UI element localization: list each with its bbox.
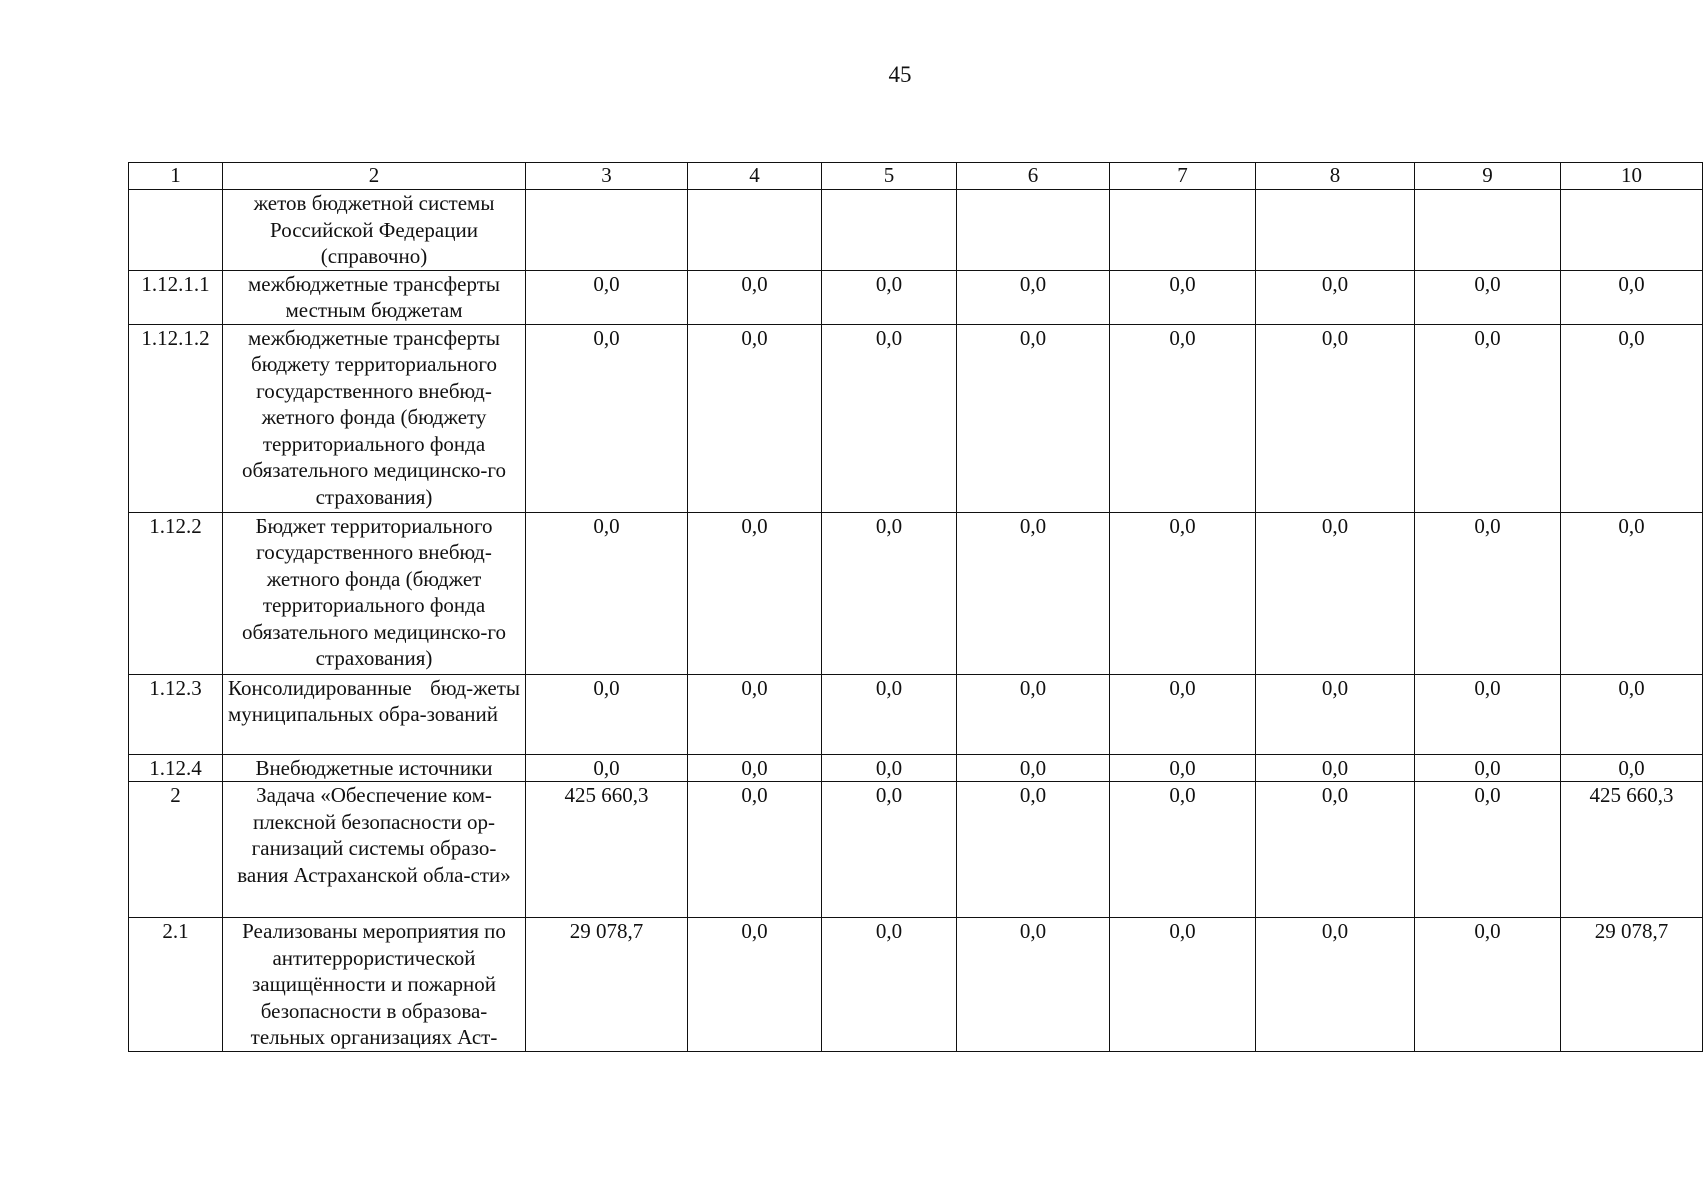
row-value: 0,0 [1561, 674, 1703, 754]
table-row [129, 918, 1703, 1052]
row-value: 0,0 [1561, 512, 1703, 674]
row-value: 0,0 [1415, 754, 1561, 782]
row-name: жетов бюджетной системы Российской Федерации (справочно) [223, 190, 526, 271]
row-value: 0,0 [822, 674, 957, 754]
row-value: 0,0 [1415, 270, 1561, 324]
table-row [129, 270, 1703, 324]
row-value: 0,0 [1256, 674, 1415, 754]
row-value: 0,0 [688, 918, 822, 1052]
column-header: 6 [957, 163, 1110, 190]
row-value: 0,0 [1110, 324, 1256, 512]
row-value: 0,0 [1110, 782, 1256, 918]
row-value: 0,0 [1256, 512, 1415, 674]
row-value: 0,0 [1256, 782, 1415, 918]
column-header: 4 [688, 163, 822, 190]
row-name: Задача «Обеспечение ком-плексной безопасности ор-ганизаций системы образо-вания Астраханской обла-сти» [223, 782, 526, 918]
row-value: 0,0 [1110, 674, 1256, 754]
row-value: 0,0 [957, 270, 1110, 324]
row-value [1561, 190, 1703, 271]
row-value: 0,0 [1415, 512, 1561, 674]
table-row [129, 190, 1703, 271]
row-code: 1.12.4 [129, 754, 223, 782]
row-name: Бюджет территориального государственного внебюд-жетного фонда (бюджет территориального фонда обязательного медицинско-го страхования) [223, 512, 526, 674]
row-value: 0,0 [957, 918, 1110, 1052]
row-value: 0,0 [688, 754, 822, 782]
row-value: 0,0 [1110, 918, 1256, 1052]
row-name: межбюджетные трансферты местным бюджетам [223, 270, 526, 324]
row-name: Реализованы мероприятия по антитеррористической защищённости и пожарной безопасности в образова-тельных организациях Аст- [223, 918, 526, 1052]
budget-table [128, 162, 1703, 1052]
row-value: 0,0 [1415, 918, 1561, 1052]
row-value: 0,0 [688, 512, 822, 674]
row-value: 0,0 [1256, 754, 1415, 782]
row-value: 0,0 [957, 754, 1110, 782]
row-value: 0,0 [1561, 754, 1703, 782]
column-header: 7 [1110, 163, 1256, 190]
column-header: 8 [1256, 163, 1415, 190]
row-value: 0,0 [822, 270, 957, 324]
row-value: 0,0 [822, 782, 957, 918]
row-value: 0,0 [1415, 782, 1561, 918]
column-header: 5 [822, 163, 957, 190]
column-header: 2 [223, 163, 526, 190]
row-value [1110, 190, 1256, 271]
row-value [688, 190, 822, 271]
row-value: 0,0 [822, 324, 957, 512]
row-value: 0,0 [526, 754, 688, 782]
table-row [129, 674, 1703, 754]
row-value: 0,0 [822, 512, 957, 674]
row-code: 2 [129, 782, 223, 918]
row-value: 0,0 [957, 512, 1110, 674]
row-value: 0,0 [526, 270, 688, 324]
row-code: 1.12.2 [129, 512, 223, 674]
column-header: 9 [1415, 163, 1561, 190]
row-value: 0,0 [526, 512, 688, 674]
row-value: 0,0 [526, 324, 688, 512]
row-value: 0,0 [822, 754, 957, 782]
row-value: 0,0 [526, 674, 688, 754]
row-value [526, 190, 688, 271]
row-value: 0,0 [1256, 918, 1415, 1052]
table-header-row [129, 163, 1703, 190]
table-row [129, 512, 1703, 674]
row-value: 0,0 [957, 782, 1110, 918]
row-code: 2.1 [129, 918, 223, 1052]
row-value [1256, 190, 1415, 271]
row-code: 1.12.3 [129, 674, 223, 754]
row-value: 425 660,3 [526, 782, 688, 918]
row-value [1415, 190, 1561, 271]
row-value: 0,0 [1256, 270, 1415, 324]
row-value: 0,0 [957, 324, 1110, 512]
row-code [129, 190, 223, 271]
row-value: 0,0 [1561, 270, 1703, 324]
column-header: 10 [1561, 163, 1703, 190]
row-value: 29 078,7 [1561, 918, 1703, 1052]
row-value: 425 660,3 [1561, 782, 1703, 918]
row-value: 0,0 [688, 782, 822, 918]
row-name: Внебюджетные источники [223, 754, 526, 782]
column-header: 1 [129, 163, 223, 190]
row-value: 0,0 [1110, 270, 1256, 324]
page-number: 45 [888, 62, 912, 87]
row-value: 0,0 [822, 918, 957, 1052]
row-code: 1.12.1.2 [129, 324, 223, 512]
row-value: 0,0 [688, 674, 822, 754]
row-value: 0,0 [1561, 324, 1703, 512]
row-value: 29 078,7 [526, 918, 688, 1052]
row-value: 0,0 [1110, 754, 1256, 782]
table-row [129, 324, 1703, 512]
row-value: 0,0 [688, 270, 822, 324]
row-code: 1.12.1.1 [129, 270, 223, 324]
row-value: 0,0 [1415, 674, 1561, 754]
row-value: 0,0 [1415, 324, 1561, 512]
row-name: Консолидированные бюд-жеты муниципальных обра-зований [223, 674, 526, 754]
table-row [129, 754, 1703, 782]
row-value: 0,0 [957, 674, 1110, 754]
table-row [129, 782, 1703, 918]
row-value: 0,0 [1256, 324, 1415, 512]
row-value [822, 190, 957, 271]
row-value [957, 190, 1110, 271]
column-header: 3 [526, 163, 688, 190]
row-name: межбюджетные трансферты бюджету территориального государственного внебюд-жетного фонда (бюджету территориального фонда обязательного медицинско-го страхования) [223, 324, 526, 512]
row-value: 0,0 [1110, 512, 1256, 674]
row-value: 0,0 [688, 324, 822, 512]
